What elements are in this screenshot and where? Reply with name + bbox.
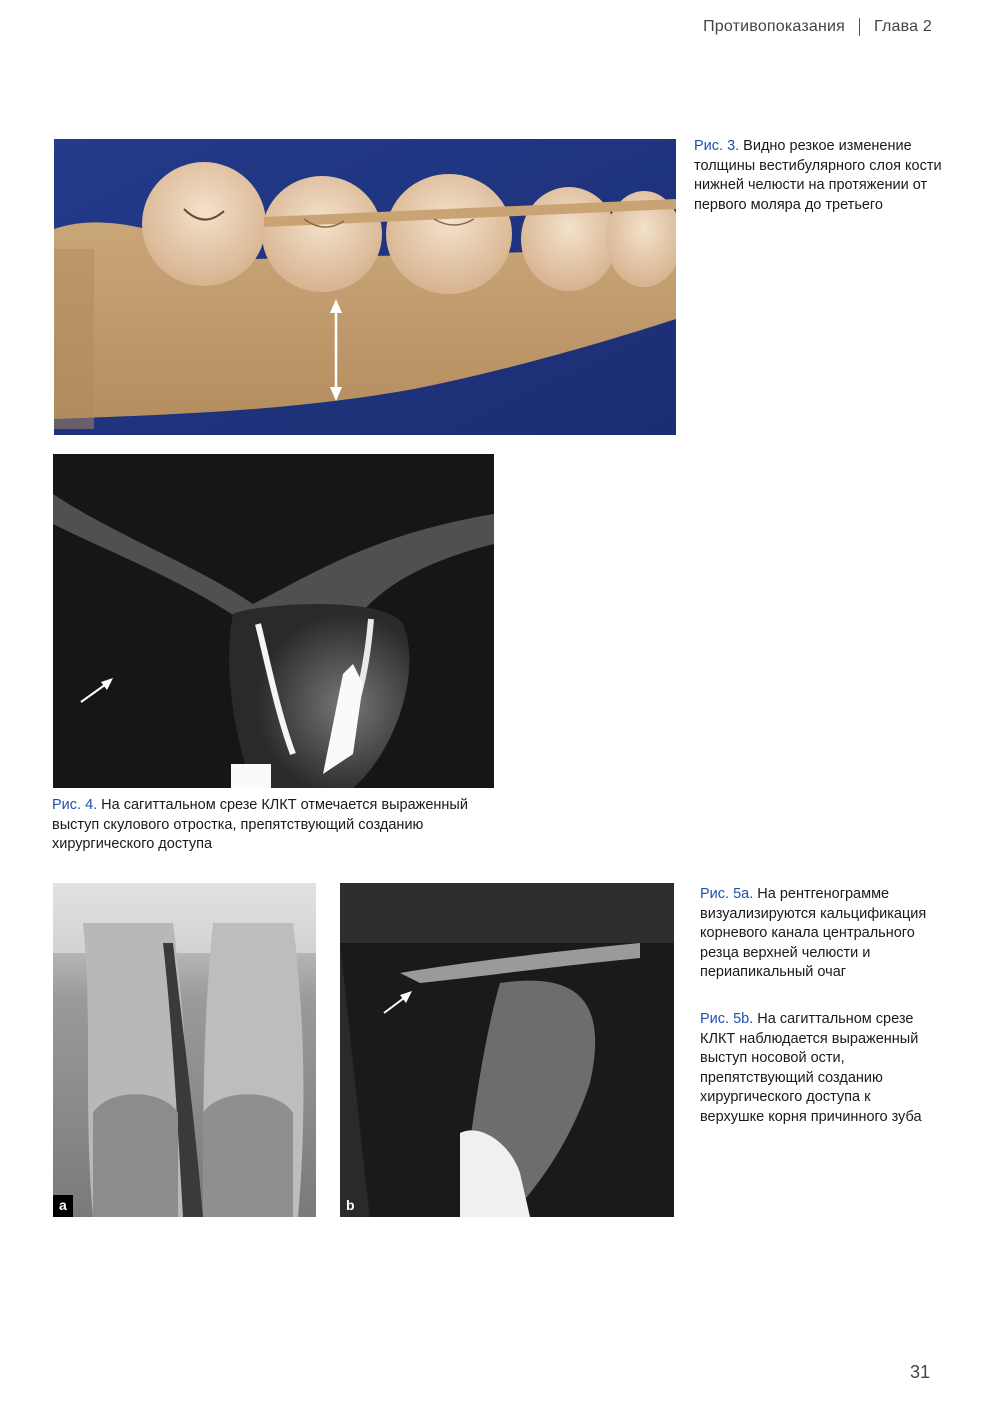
figure-5a-panel-letter: a: [59, 1197, 67, 1213]
figure-3-caption-text: Видно резкое изменение толщины вестибулярного слоя кости нижней челюсти на протяжении от первого моляра до третьего: [694, 138, 942, 213]
figure-3-label: Рис. 3.: [694, 138, 740, 154]
running-head-section: Противопоказания: [703, 18, 846, 35]
figure-5b-panel-letter: b: [346, 1197, 355, 1213]
running-head-chapter: Глава 2: [874, 18, 932, 35]
figure-3-caption: [694, 137, 944, 215]
figure-5b-image: [340, 883, 674, 1217]
running-head: [703, 18, 932, 36]
figure-5a-radiograph: [53, 883, 316, 1217]
page-number: 31: [909, 1362, 930, 1382]
figure-5a-caption-text: На рентгенограмме визуализируются кальцификация корневого канала центрального резца верхней челюсти и периапикальный очаг: [700, 886, 927, 980]
figure-4-cbct: [53, 454, 494, 788]
running-head-divider: [859, 18, 860, 36]
figure-5b-caption: [700, 1010, 932, 1127]
figure-3-photo: [54, 139, 676, 435]
figure-5b-label: Рис. 5b.: [700, 1011, 754, 1027]
figure-5a-label: Рис. 5a.: [700, 886, 754, 902]
figure-5b-caption-text: На сагиттальном срезе КЛКТ наблюдается выраженный выступ носовой ости, препятствующий созданию хирургического доступа к верхушке корня причинного зуба: [700, 1011, 922, 1125]
figure-4-caption-text: На сагиттальном срезе КЛКТ отмечается выраженный выступ скулового отростка, препятствующий созданию хирургического доступа: [52, 797, 468, 852]
figure-5a-caption: [700, 885, 932, 983]
figure-5a-image: [53, 883, 316, 1217]
figure-3-image: [54, 139, 676, 435]
figure-4-image: [53, 454, 494, 788]
figure-4-caption: [52, 796, 502, 855]
figure-4-label: Рис. 4.: [52, 797, 98, 813]
figure-5b-cbct: [340, 883, 674, 1217]
